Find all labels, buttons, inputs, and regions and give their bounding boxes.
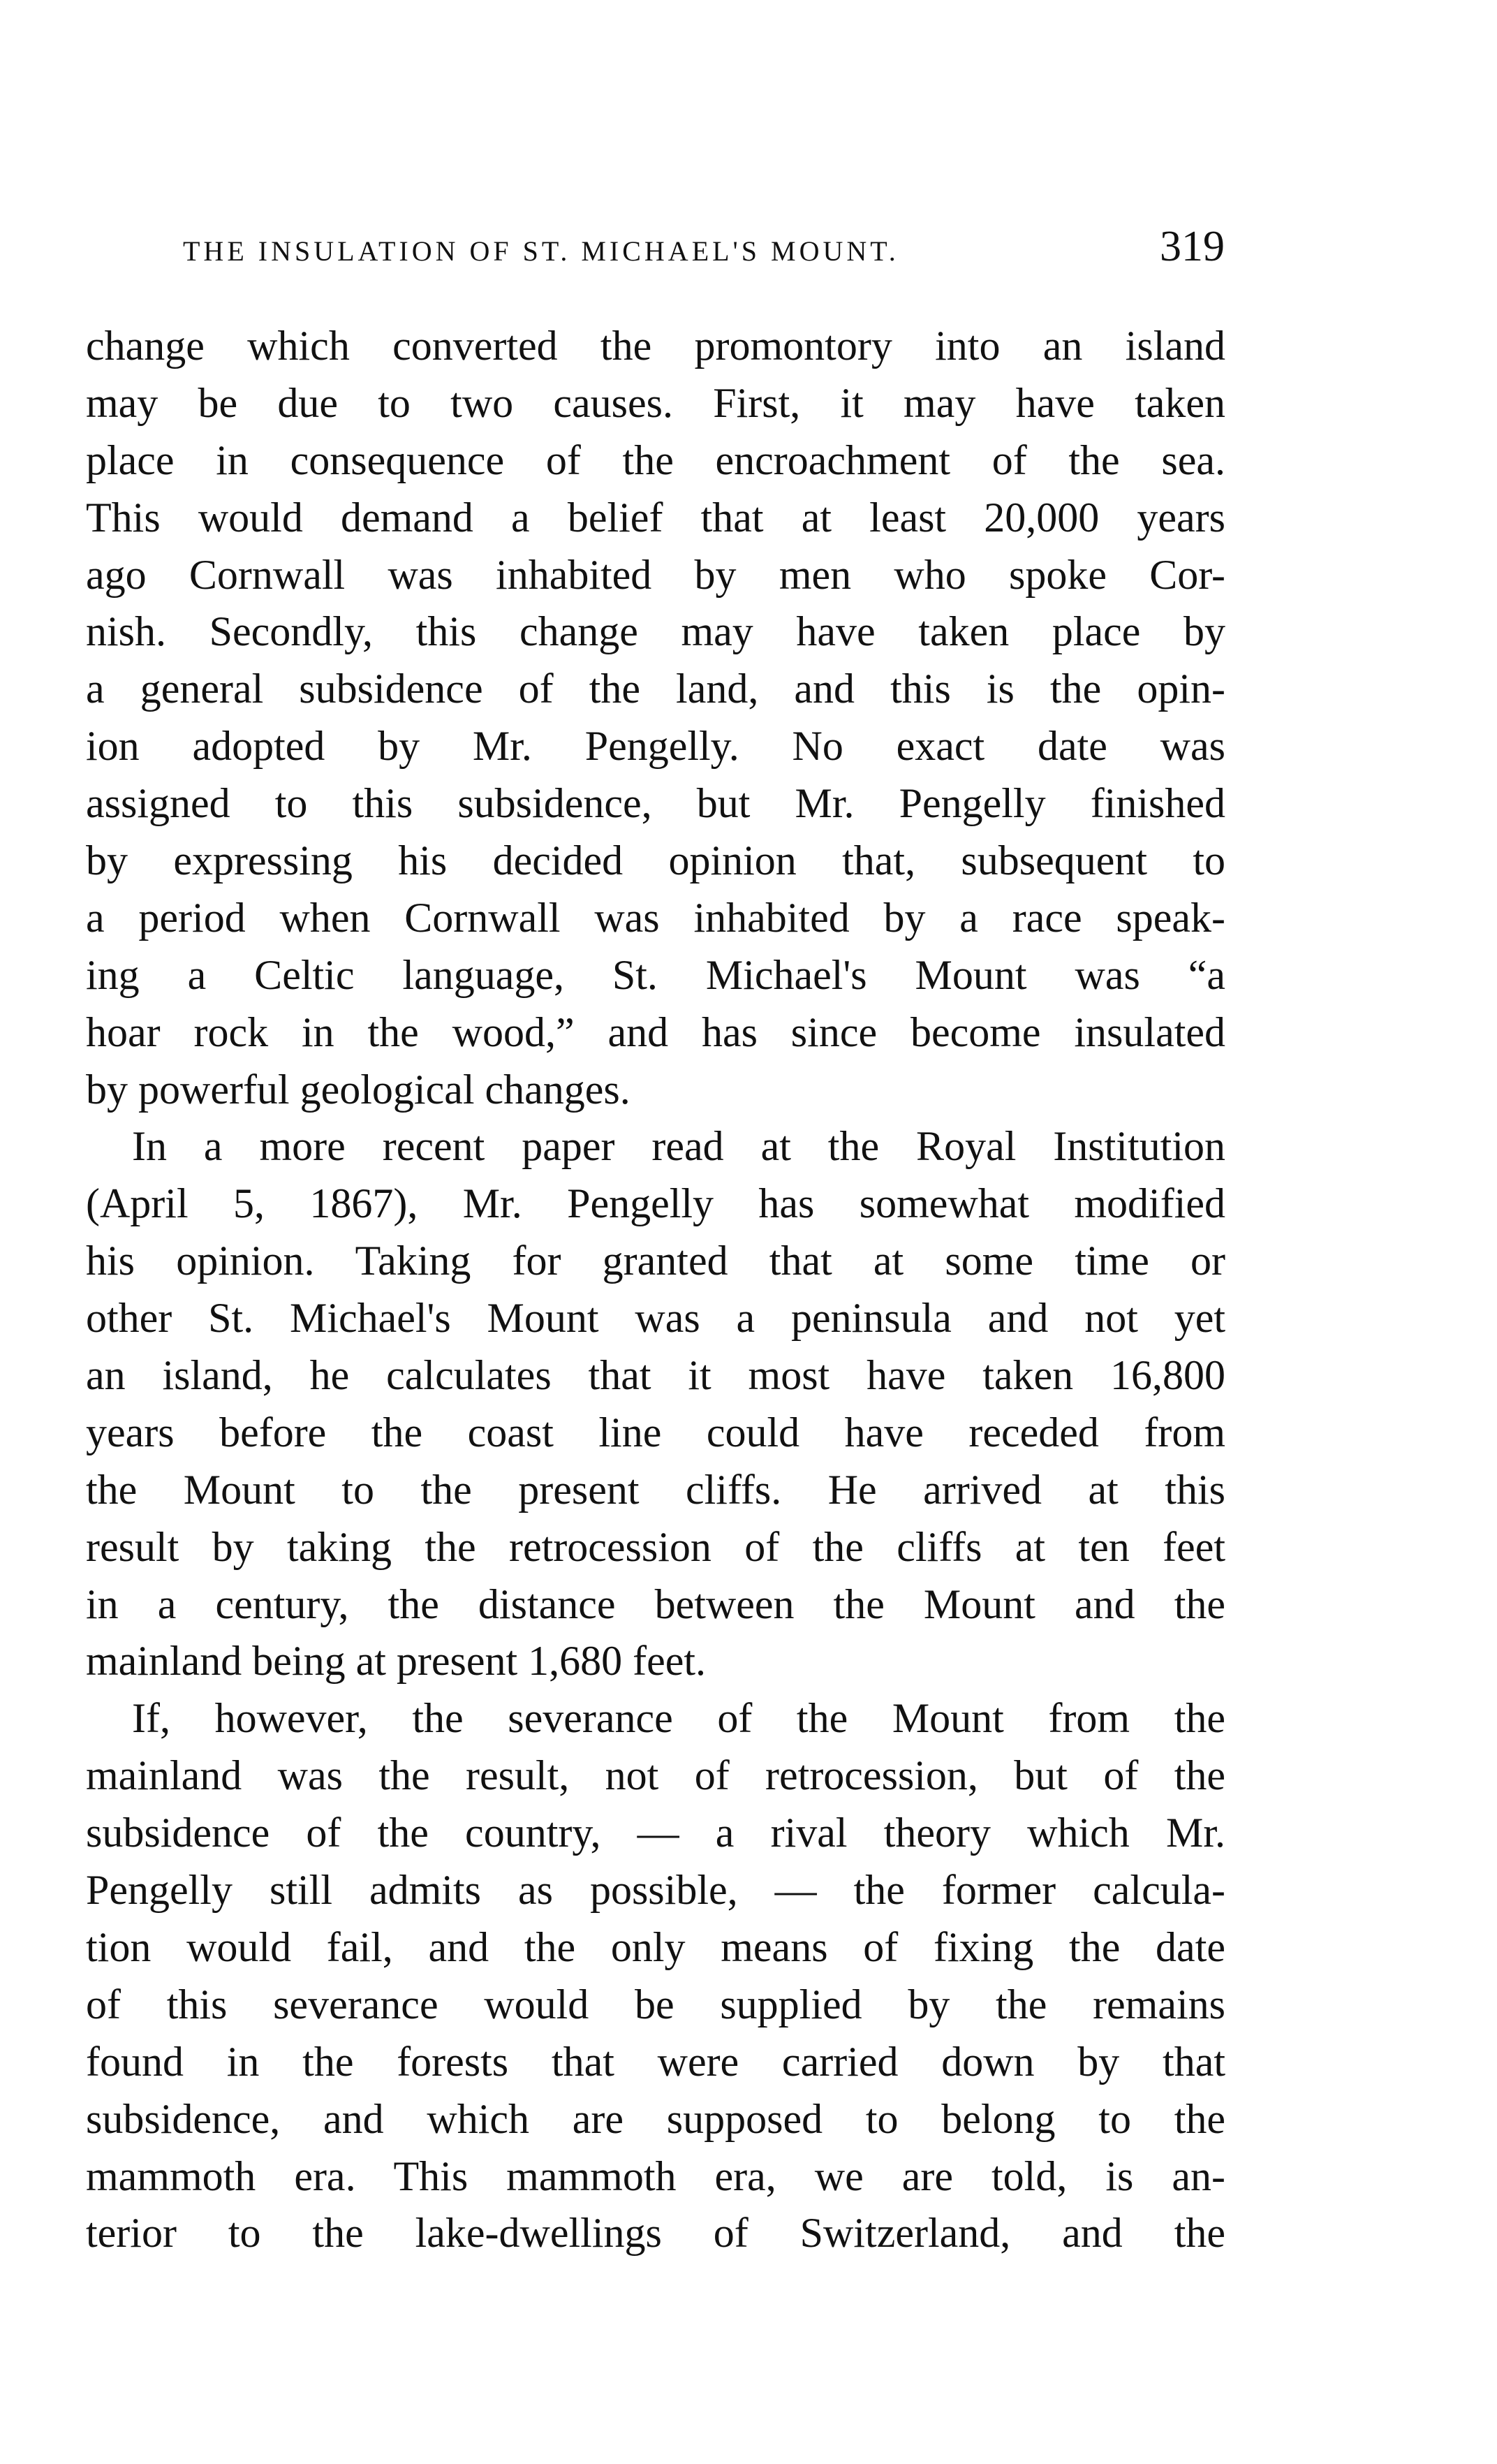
text-line: This would demand a belief that at least 20,000 years: [86, 494, 1225, 541]
text-line: the Mount to the present cliffs. He arrived at this: [86, 1466, 1225, 1513]
body-text: [86, 318, 1225, 2262]
text-line: other St. Michael's Mount was a peninsula and not yet: [86, 1295, 1225, 1342]
text-line: ion adopted by Mr. Pengelly. No exact date was: [86, 723, 1225, 770]
text-line: an island, he calculates that it most have taken 16,800: [86, 1352, 1225, 1399]
text-line: assigned to this subsidence, but Mr. Pengelly finished: [86, 780, 1225, 827]
text-line: a period when Cornwall was inhabited by a race speak-: [86, 894, 1225, 941]
text-line: mammoth era. This mammoth era, we are told, is an-: [86, 2153, 1225, 2199]
text-line: If, however, the severance of the Mount from the: [132, 1695, 1225, 1742]
text-line: In a more recent paper read at the Royal Institution: [132, 1123, 1225, 1170]
running-title: THE INSULATION OF ST. MICHAEL'S MOUNT.: [183, 235, 899, 267]
text-line: (April 5, 1867), Mr. Pengelly has somewhat modified: [86, 1180, 1225, 1227]
text-line: subsidence, and which are supposed to belong to the: [86, 2095, 1225, 2142]
text-line: hoar rock in the wood,” and has since become insulated: [86, 1009, 1225, 1055]
text-line: years before the coast line could have receded from: [86, 1409, 1225, 1455]
text-line: Pengelly still admits as possible, — the former calcula-: [86, 1867, 1225, 1914]
text-line: place in consequence of the encroachment of the sea.: [86, 437, 1225, 483]
text-line: ago Cornwall was inhabited by men who spoke Cor-: [86, 551, 1225, 598]
text-line: mainland was the result, not of retrocession, but of the: [86, 1752, 1225, 1799]
text-line: subsidence of the country, — a rival theory which Mr.: [86, 1810, 1225, 1856]
text-line: ing a Celtic language, St. Michael's Mount was “a: [86, 951, 1225, 998]
text-line: a general subsidence of the land, and this is the opin-: [86, 666, 1225, 712]
text-line: found in the forests that were carried down by that: [86, 2038, 1225, 2085]
text-line: terior to the lake-dwellings of Switzerland, and the: [86, 2210, 1225, 2257]
running-header: [183, 222, 1225, 278]
text-line: tion would fail, and the only means of fixing the date: [86, 1923, 1225, 1970]
text-line: result by taking the retrocession of the cliffs at ten feet: [86, 1523, 1225, 1570]
text-line: by expressing his decided opinion that, subsequent to: [86, 837, 1225, 884]
text-line: his opinion. Taking for granted that at some time or: [86, 1238, 1225, 1284]
text-line: in a century, the distance between the Mount and the: [86, 1581, 1225, 1627]
text-line: may be due to two causes. First, it may have taken: [86, 379, 1225, 426]
text-line: mainland being at present 1,680 feet.: [86, 1638, 707, 1685]
text-line: change which converted the promontory into an island: [86, 323, 1225, 369]
page-number: 319: [1160, 223, 1225, 270]
text-line: by powerful geological changes.: [86, 1066, 630, 1113]
text-line: of this severance would be supplied by the remains: [86, 1981, 1225, 2027]
text-line: nish. Secondly, this change may have taken place by: [86, 608, 1225, 655]
